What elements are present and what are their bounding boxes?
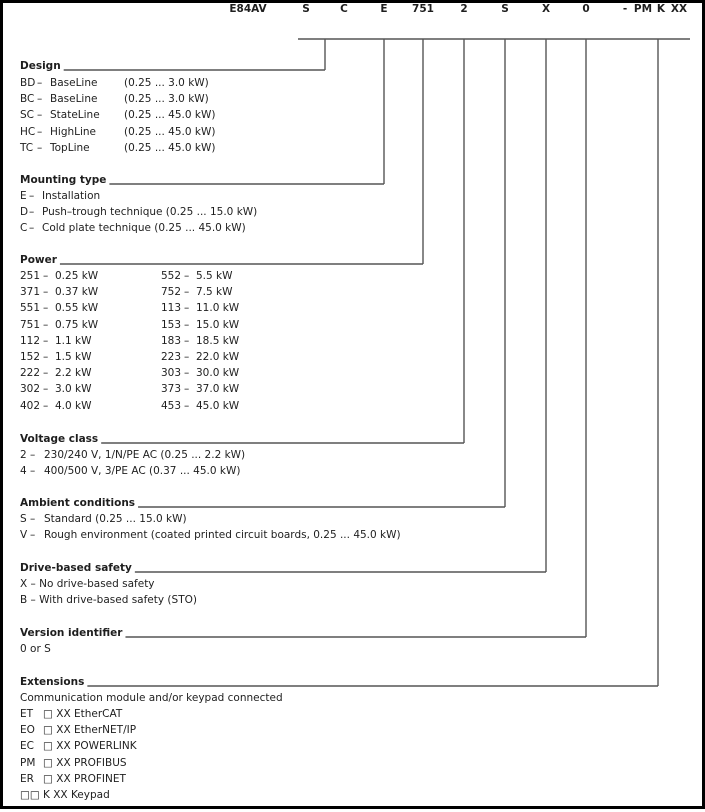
design-range: (0.25 ... 45.0 kW) — [124, 141, 216, 154]
code-part-4: 751 — [412, 3, 434, 15]
power-code: 371 — [20, 286, 41, 299]
power-code: 402 — [20, 399, 41, 412]
power-value: 11.0 kW — [196, 302, 240, 315]
power-value: 1.1 kW — [55, 334, 92, 347]
power-code: 453 — [161, 399, 182, 412]
design-code: TC — [20, 141, 34, 154]
design-range: (0.25 ... 3.0 kW) — [124, 77, 209, 89]
dash-separator: – — [43, 334, 49, 347]
code-part-10: PM — [633, 3, 653, 15]
power-value: 37.0 kW — [196, 383, 240, 396]
extension-text: □ XX POWERLINK — [43, 740, 137, 753]
dash-separator: – — [184, 302, 190, 315]
dash-separator: – — [43, 318, 49, 331]
power-code: 551 — [20, 302, 41, 315]
dash-separator: – — [43, 302, 49, 315]
power-value: 4.0 kW — [55, 399, 92, 412]
dash-separator: – — [184, 286, 190, 299]
dash-separator: – — [29, 222, 35, 234]
dash-separator: – — [30, 449, 36, 461]
code-part-0: E84AV — [229, 3, 267, 15]
design-code: SC — [20, 109, 34, 122]
extensions-intro: Communication module and/or keypad connected — [20, 692, 283, 704]
mounting-code: E — [20, 190, 27, 202]
safety-text: B – With drive-based safety (STO) — [20, 594, 197, 606]
dash-separator: – — [184, 270, 190, 282]
power-heading: Power — [20, 254, 57, 266]
extension-text: □ XX PROFINET — [43, 772, 126, 785]
code-part-5: 2 — [460, 3, 468, 15]
dash-separator: – — [43, 399, 49, 412]
dash-separator: – — [37, 141, 43, 154]
version-heading: Version identifier — [20, 627, 123, 639]
dash-separator: – — [30, 465, 36, 477]
design-name: HighLine — [50, 125, 97, 138]
power-code: 302 — [20, 383, 41, 396]
ambient-text: Standard (0.25 ... 15.0 kW) — [44, 513, 187, 525]
dash-separator: – — [43, 351, 49, 363]
voltage-code: 4 — [20, 465, 27, 477]
power-value: 15.0 kW — [196, 318, 240, 331]
safety-heading: Drive-based safety — [20, 562, 132, 574]
dash-separator: – — [29, 206, 35, 218]
voltage-heading: Voltage class — [20, 433, 99, 445]
code-part-7: X — [541, 3, 551, 15]
design-name: BaseLine — [50, 93, 98, 106]
dash-separator: – — [43, 367, 49, 380]
design-heading: Design — [20, 60, 61, 72]
version-text: 0 or S — [20, 643, 51, 655]
dash-separator: – — [184, 383, 190, 396]
dash-separator: – — [184, 399, 190, 412]
design-code: HC — [20, 125, 36, 138]
code-part-9: - — [622, 3, 628, 15]
code-part-3: E — [380, 3, 388, 15]
dash-separator: – — [37, 77, 43, 89]
code-part-6: S — [501, 3, 509, 15]
extension-code: □□ — [20, 789, 40, 801]
power-code: 113 — [161, 302, 182, 315]
power-code: 752 — [161, 286, 182, 299]
dash-separator: – — [184, 351, 190, 363]
dash-separator: – — [184, 367, 190, 380]
dash-separator: – — [184, 334, 190, 347]
dash-separator: – — [37, 125, 43, 138]
ambient-heading: Ambient conditions — [20, 497, 136, 509]
legend-content — [3, 3, 705, 812]
extension-code: EC — [20, 740, 34, 753]
extensions-heading: Extensions — [20, 676, 85, 688]
design-name: StateLine — [50, 109, 100, 122]
voltage-code: 2 — [20, 449, 27, 461]
design-code: BC — [20, 93, 35, 106]
power-code: 751 — [20, 318, 41, 331]
power-value: 2.2 kW — [55, 367, 92, 380]
design-range: (0.25 ... 3.0 kW) — [124, 93, 209, 106]
safety-text: X – No drive-based safety — [20, 578, 155, 590]
extension-text: □ XX EtherNET/IP — [43, 724, 137, 737]
dash-separator: – — [43, 383, 49, 396]
power-value: 3.0 kW — [55, 383, 92, 396]
power-code: 251 — [20, 270, 41, 282]
power-value: 0.25 kW — [55, 270, 99, 282]
dash-separator: – — [30, 513, 36, 525]
power-value: 22.0 kW — [196, 351, 240, 363]
voltage-text: 400/500 V, 3/PE AC (0.37 ... 45.0 kW) — [44, 465, 241, 477]
power-value: 0.37 kW — [55, 286, 99, 299]
mounting-text: Installation — [42, 190, 101, 202]
extension-code: PM — [20, 756, 36, 769]
dash-separator: – — [43, 270, 49, 282]
code-part-11: K — [656, 3, 666, 15]
design-name: TopLine — [50, 141, 90, 154]
extension-code: EO — [20, 724, 35, 737]
ambient-code: V — [20, 529, 28, 541]
design-name: BaseLine — [50, 77, 98, 89]
voltage-text: 230/240 V, 1/N/PE AC (0.25 ... 2.2 kW) — [44, 449, 246, 461]
power-code: 183 — [161, 334, 182, 347]
dash-separator: – — [37, 109, 43, 122]
ambient-text: Rough environment (coated printed circuit boards, 0.25 ... 45.0 kW) — [44, 529, 401, 541]
code-part-8: 0 — [582, 3, 590, 15]
power-code: 373 — [161, 383, 182, 396]
power-code: 222 — [20, 367, 41, 380]
dash-separator: – — [43, 286, 49, 299]
power-value: 1.5 kW — [55, 351, 92, 363]
extension-code: ET — [20, 708, 34, 720]
power-value: 30.0 kW — [196, 367, 240, 380]
power-code: 223 — [161, 351, 182, 363]
extension-text: □ XX PROFIBUS — [43, 756, 127, 769]
mounting-text: Push–trough technique (0.25 ... 15.0 kW) — [42, 206, 258, 218]
extension-text: □ XX EtherCAT — [43, 708, 123, 720]
mounting-code: C — [20, 222, 28, 234]
ambient-code: S — [20, 513, 27, 525]
design-range: (0.25 ... 45.0 kW) — [124, 125, 216, 138]
mounting-heading: Mounting type — [20, 174, 107, 186]
power-code: 112 — [20, 334, 41, 347]
power-value: 5.5 kW — [196, 270, 233, 282]
power-code: 303 — [161, 367, 182, 380]
power-value: 0.55 kW — [55, 302, 99, 315]
extension-text: K XX Keypad — [43, 789, 110, 801]
dash-separator: – — [184, 318, 190, 331]
power-value: 18.5 kW — [196, 334, 240, 347]
power-code: 153 — [161, 318, 182, 331]
design-code: BD — [20, 77, 36, 89]
dash-separator: – — [30, 529, 36, 541]
dash-separator: – — [29, 190, 35, 202]
power-code: 152 — [20, 351, 41, 363]
mounting-code: D — [20, 206, 29, 218]
dash-separator: – — [37, 93, 43, 106]
code-part-2: C — [340, 3, 348, 15]
extension-code: ER — [20, 772, 34, 785]
design-range: (0.25 ... 45.0 kW) — [124, 109, 216, 122]
code-part-12: XX — [670, 3, 688, 15]
code-part-1: S — [302, 3, 310, 15]
power-code: 552 — [161, 270, 182, 282]
power-value: 45.0 kW — [196, 399, 240, 412]
power-value: 7.5 kW — [196, 286, 233, 299]
power-value: 0.75 kW — [55, 318, 99, 331]
mounting-text: Cold plate technique (0.25 ... 45.0 kW) — [42, 222, 246, 234]
